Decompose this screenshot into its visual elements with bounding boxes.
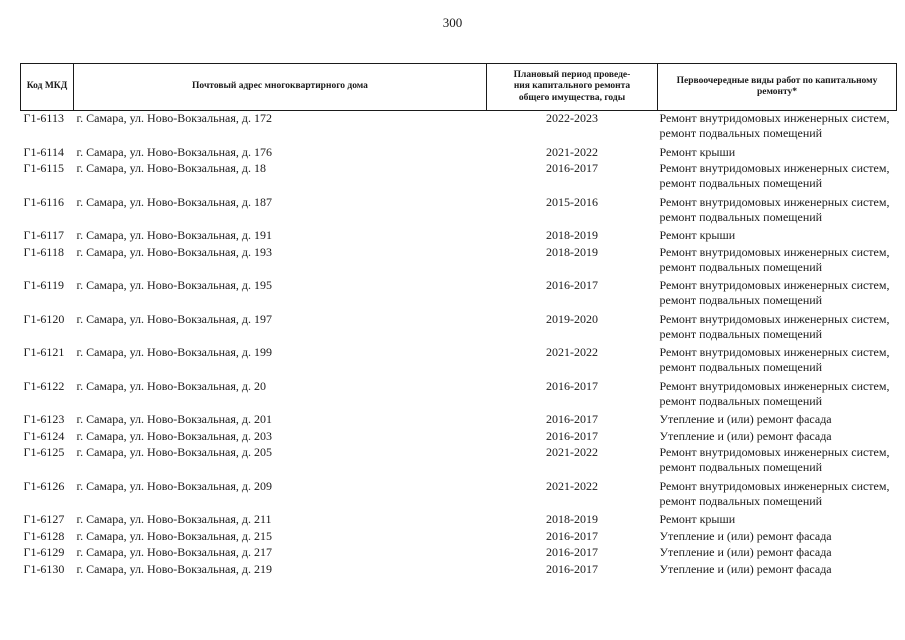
period-cell: 2018-2019 [546, 512, 598, 526]
table-row [21, 562, 897, 579]
table-row [21, 312, 897, 346]
works-cell [658, 111, 897, 145]
address-cell: г. Самара, ул. Ново-Вокзальная, д. 211 [76, 512, 272, 526]
works-line: Ремонт внутридомовых инженерных систем, [659, 278, 890, 292]
works-cell [658, 278, 897, 312]
works-cell [658, 245, 897, 279]
address-cell: г. Самара, ул. Ново-Вокзальная, д. 172 [76, 111, 272, 125]
header-period [487, 64, 658, 111]
works-line: ремонт подвальных помещений [659, 326, 823, 341]
table-row [21, 245, 897, 279]
address-cell: г. Самара, ул. Ново-Вокзальная, д. 193 [76, 244, 272, 259]
capital-repair-table [20, 63, 897, 578]
header-code: Код МКД [21, 64, 74, 111]
works-cell [658, 312, 897, 346]
works-cell [658, 412, 897, 429]
address-cell: г. Самара, ул. Ново-Вокзальная, д. 18 [76, 161, 266, 175]
works-line: Утепление и (или) ремонт фасада [659, 412, 832, 426]
works-cell [658, 562, 897, 579]
address-cell: г. Самара, ул. Ново-Вокзальная, д. 217 [76, 545, 272, 559]
table-header [21, 64, 897, 111]
works-line: ремонт подвальных помещений [659, 126, 823, 140]
works-cell [658, 195, 897, 229]
mkd-code-cell: Г1-6114 [23, 144, 64, 159]
address-cell: г. Самара, ул. Ново-Вокзальная, д. 199 [76, 345, 272, 359]
period-cell: 2016-2017 [546, 378, 598, 393]
mkd-code-cell: Г1-6115 [23, 161, 64, 175]
works-cell [658, 429, 897, 446]
period-cell: 2015-2016 [546, 194, 598, 209]
works-line: Ремонт внутридомовых инженерных систем, [659, 161, 890, 175]
address-cell: г. Самара, ул. Ново-Вокзальная, д. 195 [76, 278, 272, 292]
table-row [21, 412, 897, 429]
header-period-line: ния капитального ремонта [513, 81, 631, 92]
works-cell [658, 228, 897, 245]
works-line: ремонт подвальных помещений [659, 293, 823, 307]
works-line: Ремонт внутридомовых инженерных систем, [659, 445, 890, 459]
mkd-code-cell: Г1-6116 [23, 194, 64, 209]
period-cell: 2021-2022 [546, 345, 598, 359]
works-line: Ремонт крыши [659, 144, 736, 159]
period-cell: 2016-2017 [546, 412, 598, 426]
works-line: Ремонт внутридомовых инженерных систем, [659, 311, 890, 326]
period-cell: 2016-2017 [546, 161, 598, 175]
header-period-line: Плановый период проведе- [513, 69, 631, 80]
header-works-line: ремонту* [756, 87, 798, 97]
address-cell: г. Самара, ул. Ново-Вокзальная, д. 20 [76, 378, 266, 393]
mkd-code-cell: Г1-6125 [23, 445, 65, 459]
address-cell: г. Самара, ул. Ново-Вокзальная, д. 176 [76, 144, 272, 159]
address-cell: г. Самара, ул. Ново-Вокзальная, д. 187 [76, 194, 272, 209]
table-row [21, 512, 897, 529]
address-cell: г. Самара, ул. Ново-Вокзальная, д. 219 [76, 561, 272, 576]
period-cell: 2016-2017 [546, 428, 598, 443]
table-body [21, 111, 897, 579]
table-row [21, 111, 897, 145]
period-cell: 2021-2022 [546, 445, 598, 459]
period-cell: 2021-2022 [546, 478, 598, 493]
works-line: Утепление и (или) ремонт фасада [659, 428, 832, 443]
works-line: Ремонт внутридомовых инженерных систем, [659, 194, 890, 209]
page-number: 300 [442, 15, 463, 30]
mkd-code-cell: Г1-6128 [23, 528, 65, 543]
works-line: ремонт подвальных помещений [659, 360, 823, 374]
address-cell: г. Самара, ул. Ново-Вокзальная, д. 197 [76, 311, 272, 326]
period-cell: 2019-2020 [546, 311, 598, 326]
table-row [21, 529, 897, 546]
works-line: ремонт подвальных помещений [659, 493, 823, 508]
mkd-code-cell: Г1-6127 [23, 512, 65, 526]
address-cell: г. Самара, ул. Ново-Вокзальная, д. 215 [76, 528, 272, 543]
works-line: Утепление и (или) ремонт фасада [659, 545, 832, 559]
table-row [21, 145, 897, 162]
works-line: Ремонт крыши [659, 512, 736, 526]
works-line: Ремонт внутридомовых инженерных систем, [659, 111, 890, 125]
table-row [21, 278, 897, 312]
works-line: Утепление и (или) ремонт фасада [659, 528, 832, 543]
table-row [21, 479, 897, 513]
header-period-line: общего имущества, годы [518, 92, 626, 103]
table-row [21, 195, 897, 229]
works-line: ремонт подвальных помещений [659, 209, 823, 224]
mkd-code-cell: Г1-6130 [23, 561, 65, 576]
mkd-code-cell: Г1-6119 [23, 278, 64, 292]
works-cell [658, 145, 897, 162]
works-line: ремонт подвальных помещений [659, 393, 823, 408]
mkd-code-cell: Г1-6126 [23, 478, 65, 493]
header-works [658, 64, 897, 111]
works-cell [658, 529, 897, 546]
mkd-code-cell: Г1-6123 [23, 412, 65, 426]
period-cell: 2016-2017 [546, 561, 598, 576]
table-row [21, 379, 897, 413]
address-cell: г. Самара, ул. Ново-Вокзальная, д. 205 [76, 445, 272, 459]
works-line: Утепление и (или) ремонт фасада [659, 561, 832, 576]
period-cell: 2021-2022 [546, 144, 598, 159]
mkd-code-cell: Г1-6113 [23, 111, 64, 125]
table-row [21, 429, 897, 446]
works-cell [658, 512, 897, 529]
works-cell [658, 161, 897, 195]
works-cell [658, 345, 897, 379]
table-row [21, 545, 897, 562]
mkd-code-cell: Г1-6122 [23, 378, 65, 393]
header-works-line: Первоочередные виды работ по капитальному [676, 75, 878, 86]
mkd-code-cell: Г1-6124 [23, 428, 65, 443]
address-cell: г. Самара, ул. Ново-Вокзальная, д. 203 [76, 428, 272, 443]
table-row [21, 345, 897, 379]
works-line: Ремонт внутридомовых инженерных систем, [659, 478, 890, 493]
period-cell: 2018-2019 [546, 228, 598, 242]
period-cell: 2016-2017 [546, 278, 598, 292]
works-line: ремонт подвальных помещений [659, 460, 823, 474]
mkd-code-cell: Г1-6117 [23, 228, 64, 242]
works-cell [658, 479, 897, 513]
period-cell: 2016-2017 [546, 545, 598, 559]
table-row [21, 445, 897, 479]
works-line: ремонт подвальных помещений [659, 259, 823, 274]
mkd-code-cell: Г1-6129 [23, 545, 65, 559]
works-line: ремонт подвальных помещений [659, 176, 823, 190]
header-address: Почтовый адрес многоквартирного дома [74, 64, 487, 111]
address-cell: г. Самара, ул. Ново-Вокзальная, д. 191 [76, 228, 272, 242]
works-cell [658, 545, 897, 562]
period-cell: 2016-2017 [546, 528, 598, 543]
mkd-code-cell: Г1-6120 [23, 311, 65, 326]
mkd-code-cell: Г1-6121 [23, 345, 65, 359]
address-cell: г. Самара, ул. Ново-Вокзальная, д. 201 [76, 412, 272, 426]
works-line: Ремонт внутридомовых инженерных систем, [659, 244, 890, 259]
works-cell [658, 379, 897, 413]
works-cell [658, 445, 897, 479]
mkd-code-cell: Г1-6118 [23, 244, 64, 259]
works-line: Ремонт крыши [659, 228, 736, 242]
period-cell: 2018-2019 [546, 244, 598, 259]
period-cell: 2022-2023 [546, 111, 598, 125]
works-line: Ремонт внутридомовых инженерных систем, [659, 378, 890, 393]
table-row [21, 228, 897, 245]
works-line: Ремонт внутридомовых инженерных систем, [659, 345, 890, 359]
address-cell: г. Самара, ул. Ново-Вокзальная, д. 209 [76, 478, 272, 493]
table-row [21, 161, 897, 195]
